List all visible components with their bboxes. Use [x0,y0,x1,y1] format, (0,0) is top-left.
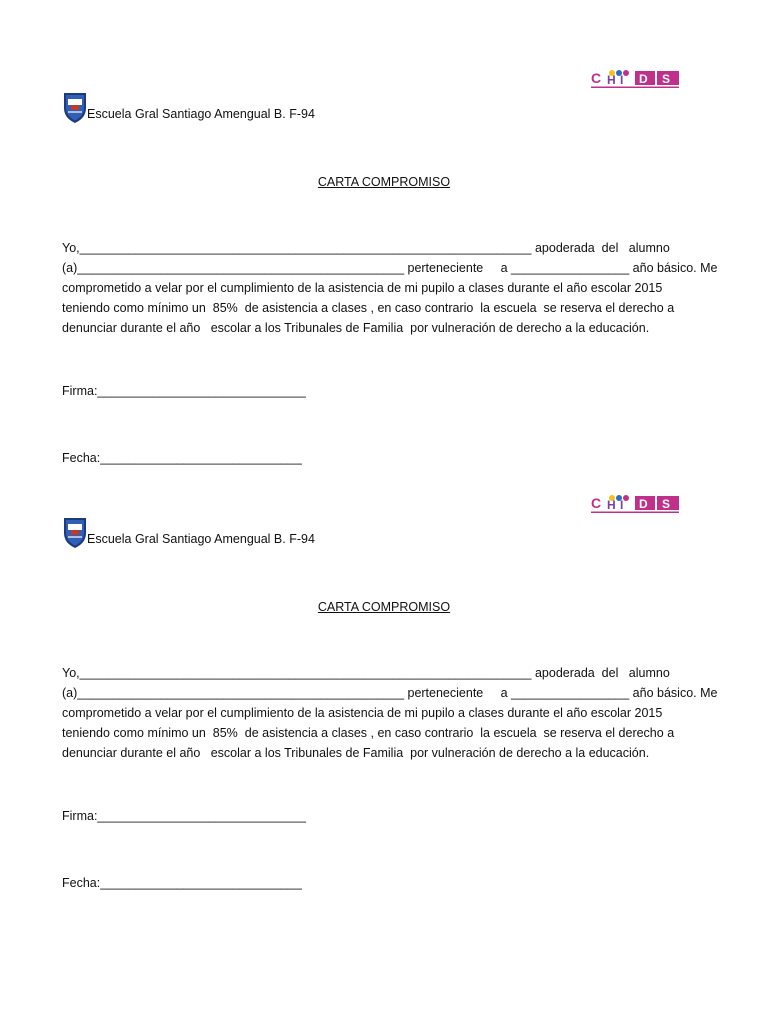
school-name: Escuela Gral Santiago Amengual B. F-94 [87,532,315,546]
body-line-2: (a)_______________________________________________ perteneciente a _________________ año básico. Me [62,686,718,700]
school-crest-icon [62,90,88,124]
body-line-4: teniendo como mínimo un 85% de asistencia a clases , en caso contrario la escuela se reserva el derecho a [62,726,675,740]
chds-logo-icon [585,68,687,90]
commitment-letter-1 [0,68,768,492]
date-field: Fecha:_____________________________ [62,876,302,890]
signature-field: Firma:______________________________ [62,809,306,823]
school-name: Escuela Gral Santiago Amengual B. F-94 [87,107,315,121]
svg-text:H: H [607,73,616,87]
svg-text:D: D [639,72,648,86]
document-title: CARTA COMPROMISO [317,175,451,189]
svg-text:I: I [620,498,624,512]
body-line-1: Yo,_________________________________________________________________ apoderada del alumno [62,241,670,255]
svg-text:S: S [662,497,671,511]
signature-field: Firma:______________________________ [62,384,306,398]
body-line-5: denunciar durante el año escolar a los Tribunales de Familia por vulneración de derecho a la educación. [62,321,650,335]
body-line-2: (a)_______________________________________________ perteneciente a _________________ año básico. Me [62,261,718,275]
body-line-5: denunciar durante el año escolar a los Tribunales de Familia por vulneración de derecho a la educación. [62,746,650,760]
document-title: CARTA COMPROMISO [317,600,451,614]
svg-text:D: D [639,497,648,511]
body-line-4: teniendo como mínimo un 85% de asistencia a clases , en caso contrario la escuela se reserva el derecho a [62,301,675,315]
school-crest-icon [62,515,88,549]
svg-text:C: C [591,70,602,86]
date-field: Fecha:_____________________________ [62,451,302,465]
svg-text:S: S [662,72,671,86]
body-line-3: comprometido a velar por el cumplimiento de la asistencia de mi pupilo a clases durante el año escolar 2015 [62,706,663,720]
chds-logo-icon [585,493,687,515]
body-line-3: comprometido a velar por el cumplimiento de la asistencia de mi pupilo a clases durante el año escolar 2015 [62,281,663,295]
commitment-letter-2 [0,493,768,917]
svg-text:C: C [591,495,602,511]
svg-text:I: I [620,73,624,87]
body-line-1: Yo,_________________________________________________________________ apoderada del alumno [62,666,670,680]
svg-text:H: H [607,498,616,512]
